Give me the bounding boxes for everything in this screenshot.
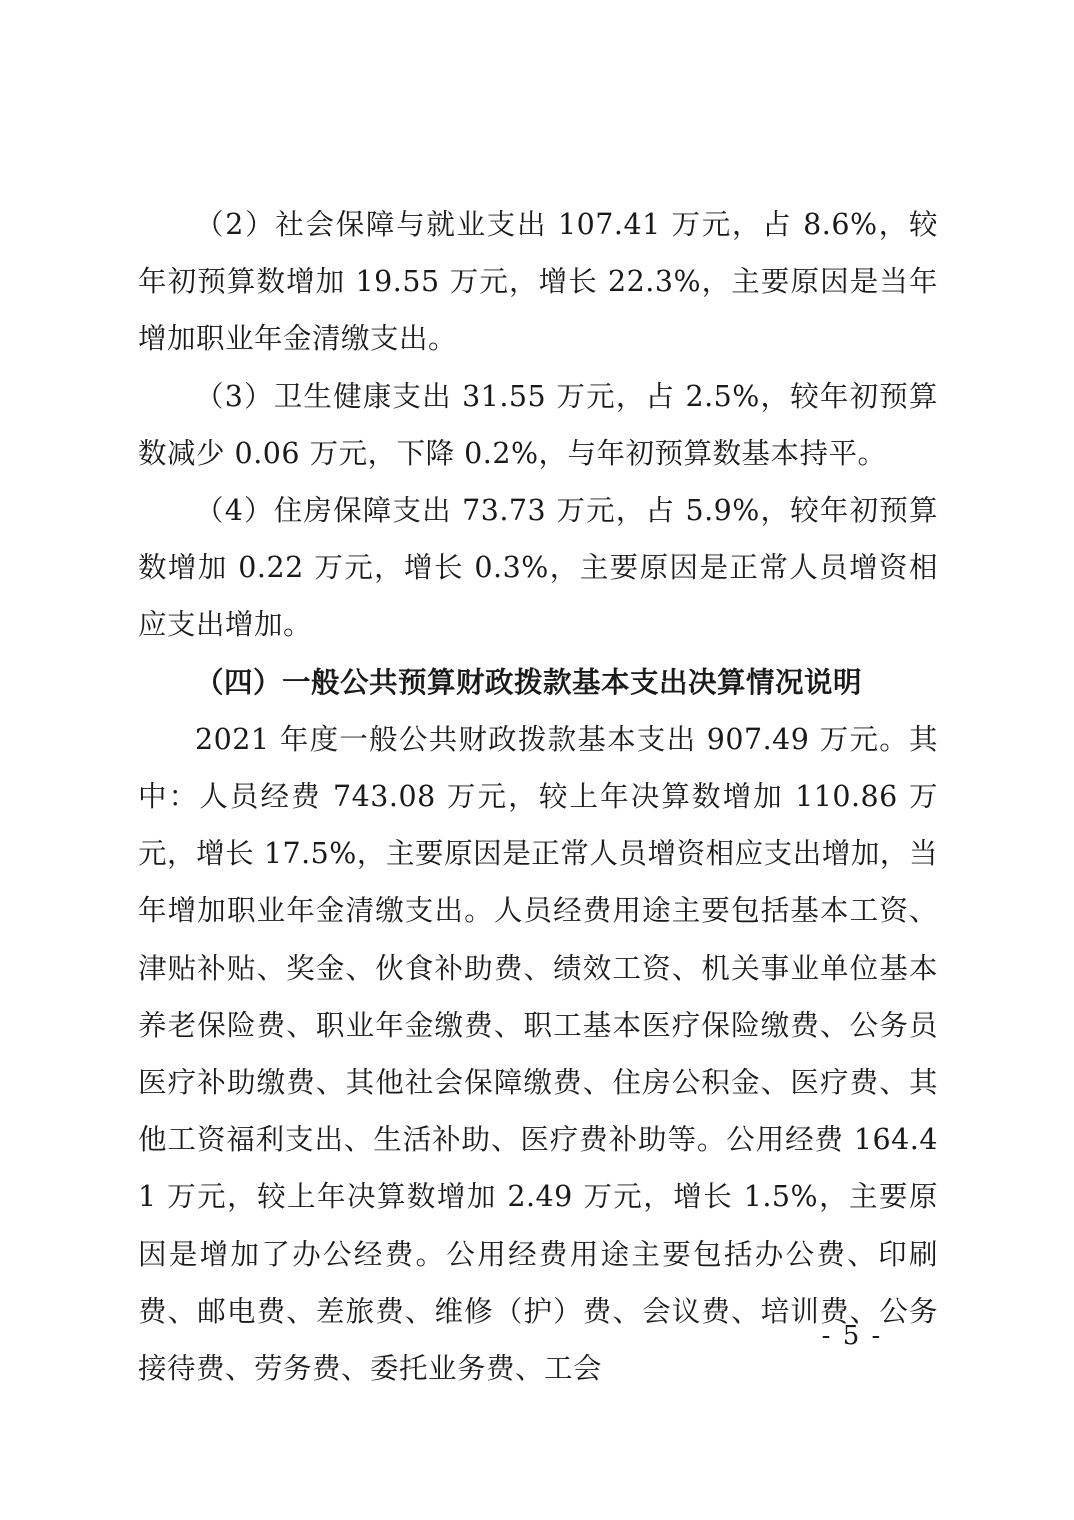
section-heading: （四）一般公共预算财政拨款基本支出决算情况说明	[195, 664, 863, 699]
paragraph-health: （3）卫生健康支出 31.55 万元，占 2.5%，较年初预算数减少 0.06 万元，下降 0.2%，与年初预算数基本持平。	[138, 379, 938, 470]
paragraph-basic-expenditure: 2021 年度一般公共财政拨款基本支出 907.49 万元。其中：人员经费 743.08 万元，较上年决算数增加 110.86 万元，增长 17.5%，主要原因是正常人员增资相应支出增加，当年增加职业年金清缴支出。人员经费用途主要包括基本工资、津贴补贴、奖金、伙食补助费、绩效工资、机关事业单位基本养老保险费、职业年金缴费、职工基本医疗保险缴费、公务员医疗补助缴费、其他社会保障缴费、住房公积金、医疗费、其他工资福利支出、生活补助、医疗费补助等。公用经费 164.41 万元，较上年决算数增加 2.49 万元，增长 1.5%，主要原因是增加了办公经费。公用经费用途主要包括办公费、印刷费、邮电费、差旅费、维修（护）费、会议费、培训费、公务接待费、劳务费、委托业务费、工会	[138, 722, 938, 1386]
paragraph-social-security: （2）社会保障与就业支出 107.41 万元，占 8.6%，较年初预算数增加 19.55 万元，增长 22.3%，主要原因是当年增加职业年金清缴支出。	[138, 208, 938, 356]
paragraph-housing: （4）住房保障支出 73.73 万元，占 5.9%，较年初预算数增加 0.22 万元，增长 0.3%，主要原因是正常人员增资相应支出增加。	[138, 494, 938, 642]
page-number: - 5 -	[821, 1321, 883, 1351]
document-content	[138, 196, 938, 1397]
